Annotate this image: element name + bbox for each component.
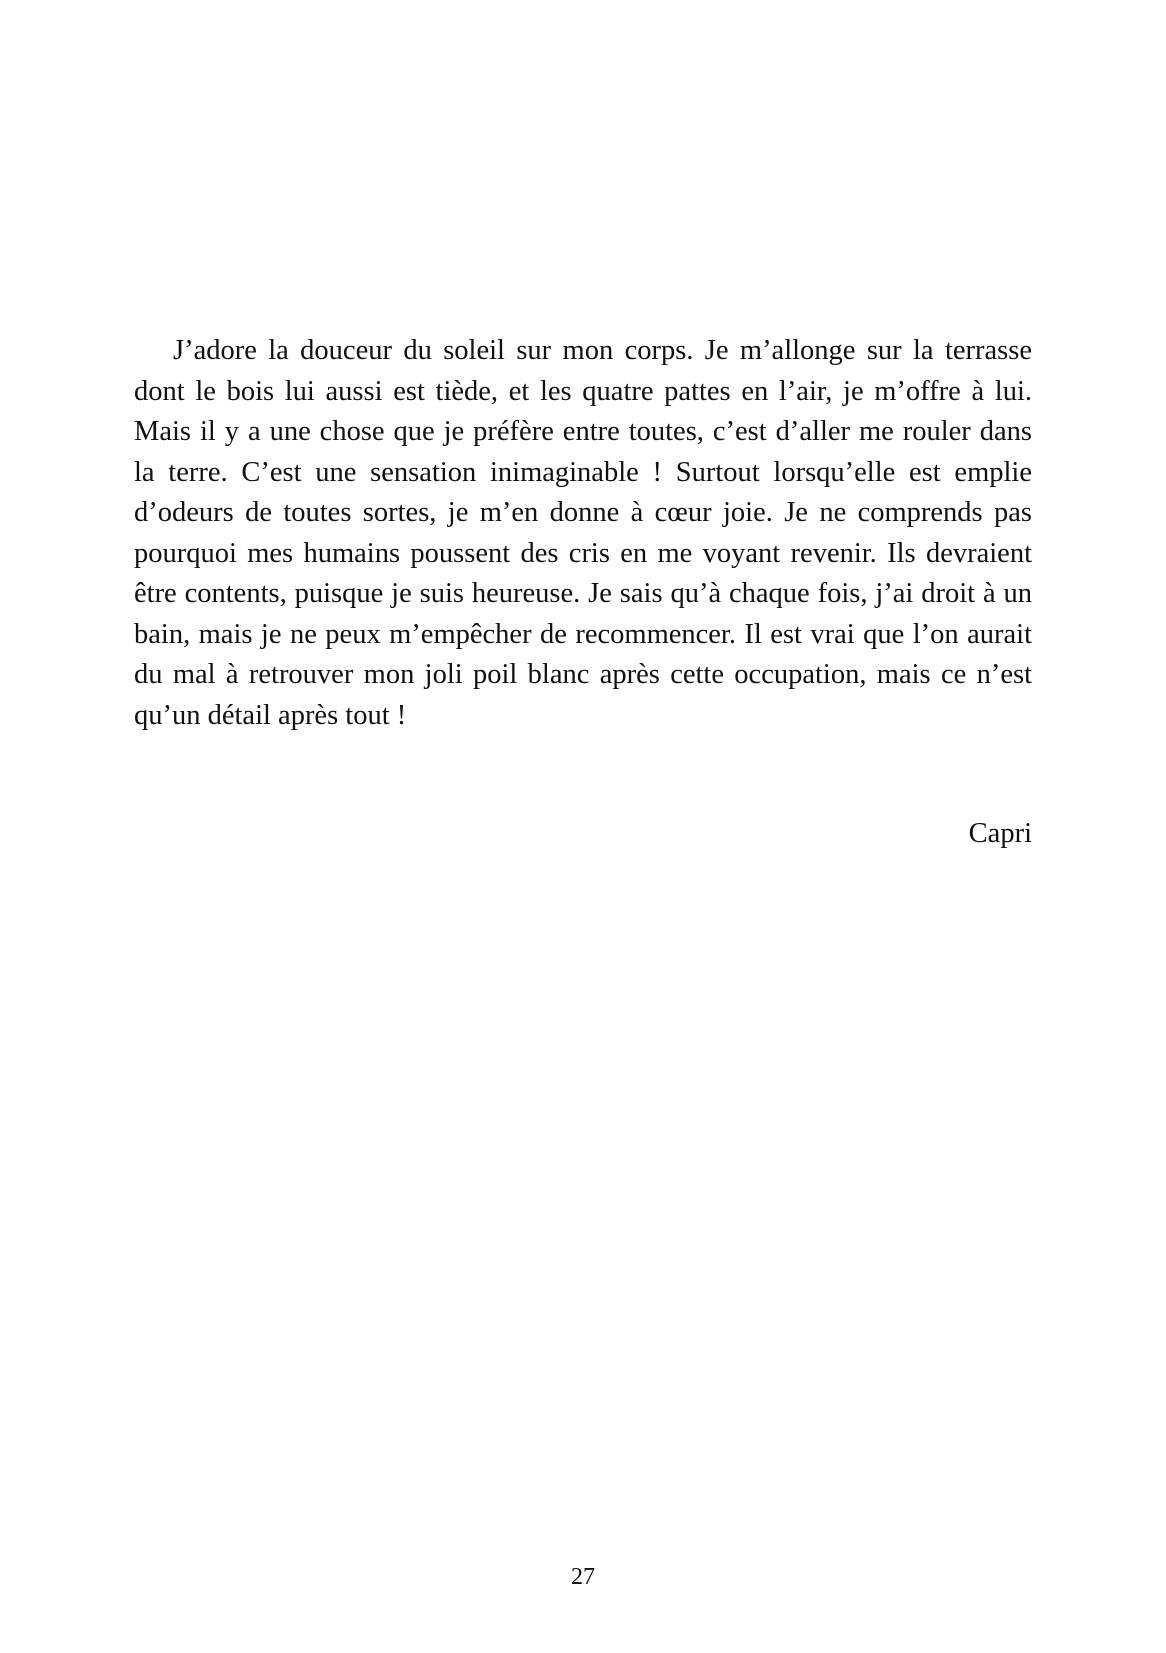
body-paragraph: J’adore la douceur du soleil sur mon corps. Je m’allonge sur la terrasse dont le bois lui aussi est tiède, et les quatre pattes en l’air, je m’offre à lui. Mais il y a une chose que je préfère entre toutes, c’est d’aller me rouler dans la terre. C’est une sensation inimaginable ! Surtout lorsqu’elle est emplie d’odeurs de toutes sortes, je m’en donne à cœur joie. Je ne comprends pas pourquoi mes humains poussent des cris en me voyant revenir. Ils devraient être contents, puisque je suis heureuse. Je sais qu’à chaque fois, j’ai droit à un bain, mais je ne peux m’empêcher de recommencer. Il est vrai que l’on aurait du mal à retrouver mon joli poil blanc après cette occupation, mais ce n’est qu’un détail après tout ! [134, 335, 1032, 731]
author-signature: Capri [968, 818, 1032, 849]
page-number: 27 [571, 1564, 595, 1590]
